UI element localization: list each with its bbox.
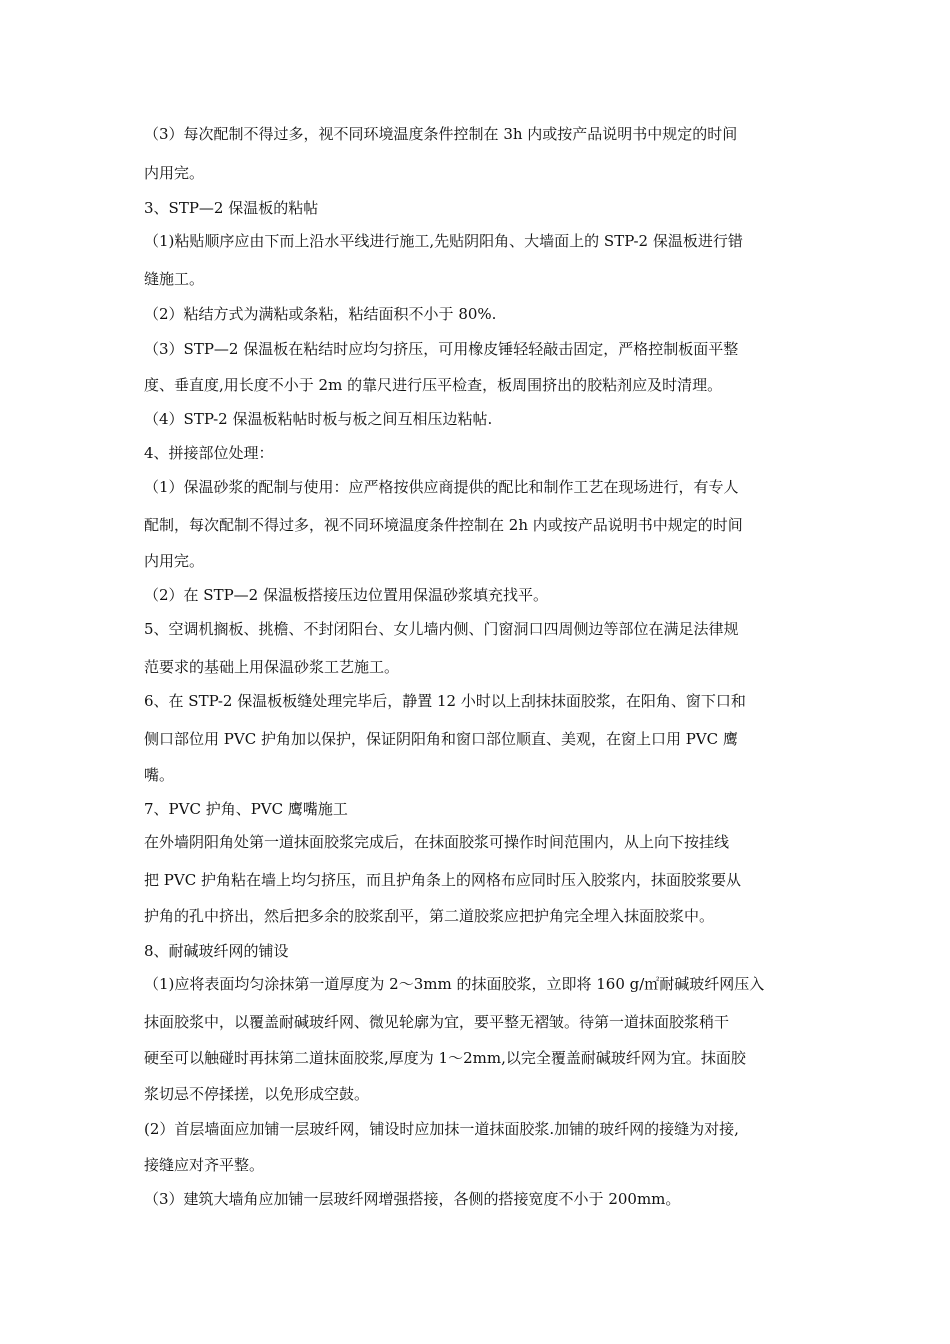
text-line: （2）粘结方式为满粘或条粘，粘结面积不小于 80%. [144,305,497,323]
text-line: 在外墙阴阳角处第一道抹面胶浆完成后，在抹面胶浆可操作时间范围内，从上向下按挂线 [144,833,730,851]
section-heading: 6、在 STP-2 保温板板缝处理完毕后，静置 12 小时以上刮抹抹面胶浆，在阳角、窗下口和 [144,692,746,710]
text-line: 接缝应对齐平整。 [144,1156,265,1174]
section-heading: 5、空调机搁板、挑檐、不封闭阳台、女儿墙内侧、门窗洞口四周侧边等部位在满足法律规 [144,620,739,638]
section-heading: 3、STP—2 保温板的粘帖 [144,199,319,217]
text-line: （1）保温砂浆的配制与使用：应严格按供应商提供的配比和制作工艺在现场进行，有专人 [144,478,739,496]
text-line: （3）每次配制不得过多，视不同环境温度条件控制在 3h 内或按产品说明书中规定的时间 [144,125,738,143]
text-line: （1)粘贴顺序应由下而上沿水平线进行施工,先贴阴阳角、大墙面上的 STP-2 保温板进行错 [144,232,743,250]
text-line: 硬至可以触碰时再抹第二道抹面胶浆,厚度为 1～2mm,以完全覆盖耐碱玻纤网为宜。抹面胶 [144,1049,746,1067]
text-line: 缝施工。 [144,270,205,288]
section-heading: 7、PVC 护角、PVC 鹰嘴施工 [144,800,348,818]
text-line: 内用完。 [144,164,205,182]
text-line: 浆切忌不停揉搓，以免形成空鼓。 [144,1085,370,1103]
section-heading: 4、拼接部位处理： [144,444,274,462]
text-line: 抹面胶浆中，以覆盖耐碱玻纤网、微见轮廓为宜，要平整无褶皱。待第一道抹面胶浆稍干 [144,1013,730,1031]
text-line: 侧口部位用 PVC 护角加以保护，保证阴阳角和窗口部位顺直、美观，在窗上口用 PVC 鹰 [144,730,738,748]
text-line: 配制，每次配制不得过多，视不同环境温度条件控制在 2h 内或按产品说明书中规定的时间 [144,516,743,534]
text-line: （3）建筑大墙角应加铺一层玻纤网增强搭接，各侧的搭接宽度不小于 200mm。 [144,1190,681,1208]
text-line: （4）STP-2 保温板粘帖时板与板之间互相压边粘帖. [144,410,493,428]
text-line: （3）STP—2 保温板在粘结时应均匀挤压，可用橡皮锤轻轻敲击固定，严格控制板面平整 [144,340,739,358]
text-line: （2）在 STP—2 保温板搭接压边位置用保温砂浆填充找平。 [144,586,548,604]
text-line: 嘴。 [144,766,175,784]
text-line: 内用完。 [144,552,205,570]
text-line: 护角的孔中挤出，然后把多余的胶浆刮平，第二道胶浆应把护角完全埋入抹面胶浆中。 [144,907,715,925]
text-line: (2）首层墙面应加铺一层玻纤网，铺设时应加抹一道抹面胶浆.加铺的玻纤网的接缝为对接, [144,1120,739,1138]
text-line: 把 PVC 护角粘在墙上均匀挤压，而且护角条上的网格布应同时压入胶浆内，抹面胶浆要从 [144,871,741,889]
text-line: 范要求的基础上用保温砂浆工艺施工。 [144,658,400,676]
section-heading: 8、耐碱玻纤网的铺设 [144,942,289,960]
text-line: 度、垂直度,用长度不小于 2m 的靠尺进行压平检查，板周围挤出的胶粘剂应及时清理。 [144,376,723,394]
text-line: （1)应将表面均匀涂抹第一道厚度为 2～3mm 的抹面胶浆，立即将 160 g/㎡耐碱玻纤网压入 [144,975,765,993]
